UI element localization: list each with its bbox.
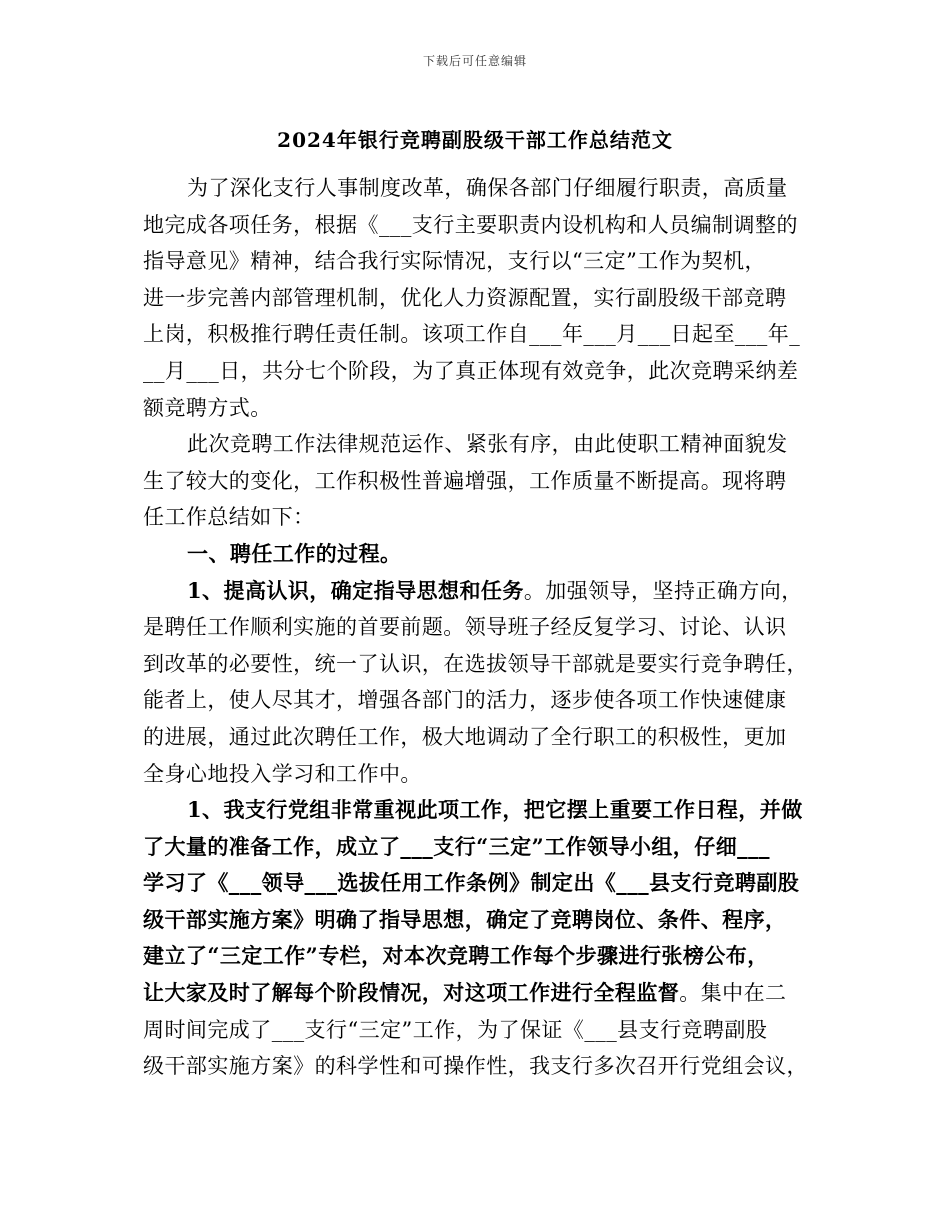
text-line (143, 280, 811, 317)
text-line (143, 426, 811, 463)
text-line (143, 829, 811, 866)
bold-text-run: 了大量的准备工作，成立了___支行“三定”工作领导小组，仔细___ (143, 833, 771, 859)
text-line (143, 243, 811, 280)
text-line (143, 975, 811, 1012)
text-run: 指导意见》精神，结合我行实际情况，支行以“三定”工作为契机， (143, 249, 766, 274)
text-line (143, 353, 811, 390)
text-line (143, 499, 811, 536)
text-line (143, 463, 811, 500)
text-run: 能者上，使人尽其才，增强各部门的活力，逐步使各项工作快速健康 (143, 688, 787, 713)
text-line (143, 609, 811, 646)
bold-text-run: 一、聘任工作的过程。 (187, 540, 402, 566)
text-run: 此次竞聘工作法律规范运作、紧张有序，由此使职工精神面貌发 (187, 432, 788, 457)
text-run: 进一步完善内部管理机制，优化人力资源配置，实行副股级干部竞聘 (143, 285, 787, 310)
bold-text-run: 级干部实施方案》明确了指导思想，确定了竞聘岗位、条件、程序， (143, 906, 787, 932)
text-run: 是聘任工作顺利实施的首要前题。领导班子经反复学习、讨论、认识 (143, 615, 787, 640)
text-run: 额竞聘方式。 (143, 395, 272, 420)
text-run: 的进展，通过此次聘任工作，极大地调动了全行职工的积极性，更加 (143, 724, 787, 749)
text-line (143, 207, 811, 244)
bold-text-run: 让大家及时了解每个阶段情况，对这项工作进行全程监督 (143, 980, 680, 1006)
text-run: 级干部实施方案》的科学性和可操作性，我支行多次召开行党组会议， (143, 1054, 808, 1079)
text-run: 周时间完成了___支行“三定”工作，为了保证《___县支行竞聘副股 (143, 1017, 768, 1042)
text-line (143, 902, 811, 939)
text-run: 任工作总结如下： (143, 505, 315, 530)
text-line (143, 573, 811, 610)
text-line (143, 719, 811, 756)
text-line (143, 170, 811, 207)
text-line (143, 792, 811, 829)
text-run: __月___日，共分七个阶段，为了真正体现有效竞争，此次竞聘采纳差 (143, 358, 799, 383)
text-line (143, 1012, 811, 1049)
document-title: 2024年银行竞聘副股级干部工作总结范文 (277, 128, 673, 152)
text-line (143, 1048, 811, 1085)
text-line (143, 756, 811, 793)
text-line (143, 390, 811, 427)
text-run: 地完成各项任务，根据《___支行主要职责内设机构和人员编制调整的 (143, 212, 798, 237)
text-line (143, 316, 811, 353)
text-line (143, 536, 811, 573)
text-run: 为了深化支行人事制度改革，确保各部门仔细履行职责，高质量 (187, 176, 788, 200)
text-run: 。加强领导，坚持正确方向， (523, 578, 803, 603)
text-run: 上岗，积极推行聘任责任制。该项工作自___年___月___日起至___年_ (143, 322, 801, 347)
text-run: 到改革的必要性，统一了认识，在选拔领导干部就是要实行竞争聘任， (143, 651, 808, 676)
text-line (143, 865, 811, 902)
bold-text-run: 学习了《___领导___选拔任用工作条例》制定出《___县支行竞聘副股 (143, 870, 800, 896)
text-run: 全身心地投入学习和工作中。 (143, 761, 422, 786)
text-line (143, 646, 811, 683)
bold-text-run: 建立了“三定工作”专栏，对本次竞聘工作每个步骤进行张榜公布， (143, 943, 769, 969)
text-line (143, 938, 811, 975)
text-run: 。集中在二 (679, 981, 787, 1006)
header-note: 下载后可任意编辑 (422, 54, 527, 68)
bold-text-run: 1、我支行党组非常重视此项工作，把它摆上重要工作日程，并做 (187, 797, 803, 823)
document-body (143, 170, 811, 1085)
bold-text-run: 1、提高认识，确定指导思想和任务 (187, 577, 524, 603)
text-run: 生了较大的变化，工作积极性普遍增强，工作质量不断提高。现将聘 (143, 468, 787, 493)
text-line (143, 682, 811, 719)
